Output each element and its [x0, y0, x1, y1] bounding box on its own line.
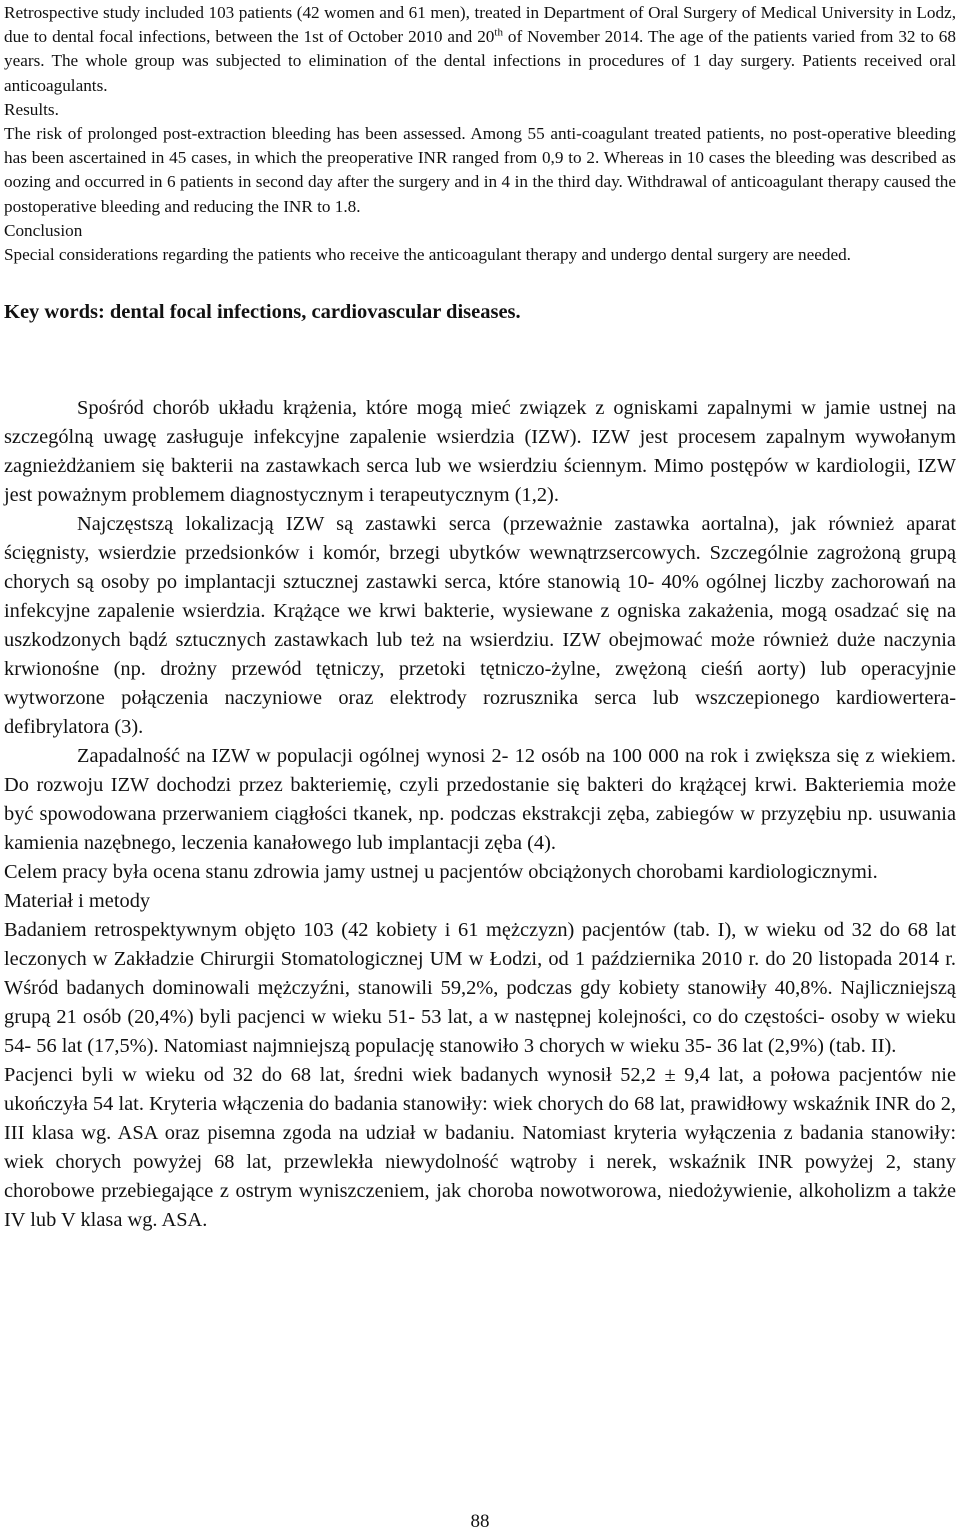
conclusion-heading: Conclusion	[4, 220, 83, 240]
intro-paragraph-3: Zapadalność na IZW w populacji ogólnej wynosi 2- 12 osób na 100 000 na rok i zwiększa się z wiekiem. Do rozwoju IZW dochodzi przez bakteriemię, czyli przedostanie się bakteri do krążącej krwi. Bakteriemia może być spowodowana przerwaniem ciągłości tkanek, np. podczas ekstrakcji zęba, zabiegów w przyzębiu np. usuwania kamienia nazębnego, leczenia kanałowego lub implantacji zęba (4).	[4, 745, 956, 855]
results-heading: Results.	[4, 99, 59, 119]
methods-paragraph-1: Badaniem retrospektywnym objęto 103 (42 kobiety i 61 mężczyzn) pacjentów (tab. I), w wieku od 32 do 68 lat leczonych w Zakładzie Chirurgii Stomatologicznej UM w Łodzi, od 1 października 2010 r. do 20 listopada 2014 r. Wśród badanych dominowali mężczyźni, stanowili 59,2%, podczas gdy kobiety stanowiły 40,8%. Najliczniejszą grupą 21 osób (20,4%) byli pacjenci w wieku 51- 53 lat, a w następnej kolejności, co do częstości- osoby w wieku 54- 56 lat (17,5%). Natomiast najmniejszą populację stanowiło 3 chorych w wieku 35- 36 lat (2,9%) (tab. II).	[4, 919, 956, 1058]
methods-paragraph-2: Pacjenci byli w wieku od 32 do 68 lat, średni wiek badanych wynosił 52,2 ± 9,4 lat, a połowa pacjentów nie ukończyła 54 lat. Kryteria włączenia do badania stanowiły: wiek chorych do 68 lat, prawidłowy wskaźnik INR do 2, III klasa wg. ASA oraz pisemna zgoda na udział w badaniu. Natomiast kryteria wyłączenia z badania stanowiły: wiek chorych powyżej 68 lat, przewlekła niewydolność wątroby i nerek, wskaźnik INR powyżej 2, stany chorobowe przebiegające z ostrym wyniszczeniem, jak choroba nowotworowa, niedożywienie, alkoholizm a także IV lub V klasa wg. ASA.	[4, 1064, 956, 1232]
abstract-methods-text-cont: of November 2014. The age of the patients varied from 32 to 68 years. The whole group was subjected to elimination of the dental infections in procedures of 1 day surgery. Patients received oral anticoagulants.	[4, 27, 956, 95]
intro-paragraph-1: Spośród chorób układu krążenia, które mogą mieć związek z ogniskami zapalnymi w jamie ustnej na szczególną uwagę zasługuje infekcyjne zapalenie wsierdzia (IZW). IZW jest procesem zapalnym wywołanym zagnieżdżaniem się bakterii na zastawkach serca lub we wsierdziu ściennym. Mimo postępów w kardiologii, IZW jest poważnym problemem diagnostycznym i terapeutycznym (1,2).	[4, 397, 956, 507]
polish-body	[4, 394, 956, 1235]
methods-heading: Materiał i metody	[4, 890, 151, 913]
keywords-line: Key words: dental focal infections, cardiovascular diseases.	[4, 301, 521, 324]
page-number: 88	[470, 1511, 490, 1532]
abstract-methods-text: Retrospective study included 103 patients (42 women and 61 men), treated in Department of Oral Surgery of Medical University in Lodz, due to dental focal infections, between the 1st of October 2010 and 20	[4, 3, 956, 47]
intro-paragraph-2: Najczęstszą lokalizacją IZW są zastawki serca (przeważnie zastawka aortalna), jak również aparat ścięgnisty, wsierdzie przedsionków i komór, brzegi ubytków wewnątrzsercowych. Szczególnie zagrożoną grupą chorych są osoby po implantacji sztucznej zastawki serca, które stanowią 10- 40% ogólnej liczby zachorowań na infekcyjne zapalenie wsierdzia. Krążące we krwi bakterie, wysiewane z ogniska zakażenia, mogą osadzać się na uszkodzonych bądź sztucznych zastawkach lub też na wsierdziu. IZW obejmować może również duże naczynia krwionośne (np. drożny przewód tętniczy, przetoki tętniczo-żylne, zwężoną cieśń aorty) lub operacyjnie wytworzone połączenia naczyniowe oraz elektrody rozrusznika serca lub wszczepionego kardiowertera-defibrylatora (3).	[4, 513, 956, 739]
ordinal-suffix: th	[494, 26, 503, 39]
document-page	[4, 0, 956, 1235]
abstract-methods-paragraph	[4, 0, 956, 98]
conclusion-paragraph: Special considerations regarding the patients who receive the anticoagulant therapy and undergo dental surgery are needed.	[4, 245, 851, 265]
results-paragraph: The risk of prolonged post-extraction bleeding has been assessed. Among 55 anti-coagulant treated patients, no post-operative bleeding has been ascertained in 45 cases, in which the preoperative INR ranged from 0,9 to 2. Whereas in 10 cases the bleeding was described as oozing and occurred in 6 patients in second day after the surgery and in 4 in the third day. Withdrawal of anticoagulant therapy caused the postoperative bleeding and reducing the INR to 1.8.	[4, 124, 956, 216]
aim-paragraph: Celem pracy była ocena stanu zdrowia jamy ustnej u pacjentów obciążonych chorobami kardiologicznymi.	[4, 861, 878, 884]
